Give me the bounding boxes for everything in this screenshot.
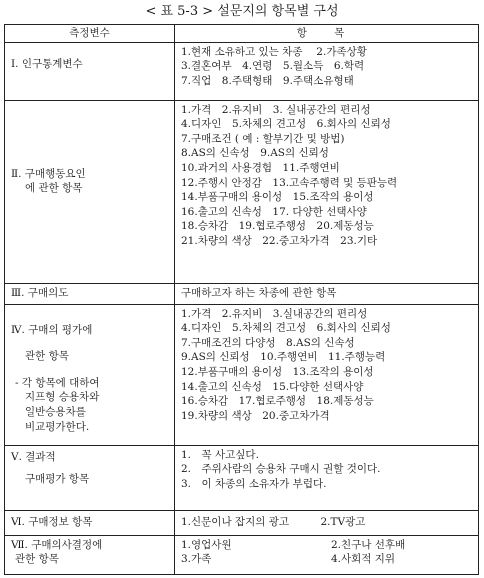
row-category xyxy=(5,445,175,510)
category-line: Ⅲ. 구매의도 xyxy=(11,286,69,299)
item-line: 10.과거의 사용경험 11.주행연비 xyxy=(181,161,340,174)
table-row xyxy=(5,535,479,574)
item-line: 7.구매조건 ( 예 : 할부기간 및 방법) xyxy=(181,132,345,145)
row-category xyxy=(5,283,175,304)
row-category xyxy=(5,42,175,100)
item-line: 7.구매조건의 다양성 8.AS의 신속성 xyxy=(181,336,355,349)
table-caption: < 표 5-3 > 설문지의 항목별 구성 xyxy=(145,4,339,19)
table-header-row xyxy=(5,25,479,43)
item-line: 1. 꼭 사고싶다. xyxy=(181,448,259,461)
table-row xyxy=(5,100,479,283)
item-cell: 2.친구나 선후배 xyxy=(331,538,406,551)
table-row xyxy=(5,304,479,445)
item-line: 12.부품구매의 용이성 13.조작의 용이성 xyxy=(181,365,374,378)
header-measurement-variable: 측정변수 xyxy=(5,25,175,43)
item-line: 8.AS의 신속성 9.AS의 신뢰성 xyxy=(181,147,329,160)
item-line: 3.결혼여부 4.연령 5.월소득 6.학력 xyxy=(181,60,365,73)
category-line: 일반승용차를 xyxy=(25,405,86,418)
item-line: 18.승차감 19.협로주행성 20.제동성능 xyxy=(181,220,374,233)
row-category xyxy=(5,510,175,535)
row-items xyxy=(175,445,479,510)
item-line: 1.현재 소유하고 있는 차종 2.가족상황 xyxy=(181,45,367,58)
row-items xyxy=(175,510,479,535)
item-line: 1.신문이나 잡지의 광고 2.TV광고 xyxy=(181,516,366,529)
category-line: Ⅱ. 구매행동요인 xyxy=(11,167,86,180)
item-line: 19.차량의 색상 20.중고차가격 xyxy=(181,409,330,422)
category-line: Ⅴ. 결과적 xyxy=(11,450,56,463)
item-pair-grid xyxy=(181,538,472,567)
item-line: 구매하고자 하는 차종에 관한 항목 xyxy=(181,286,337,299)
table-row xyxy=(5,42,479,100)
category-line: Ⅳ. 구매의 평가에 xyxy=(11,323,93,336)
row-items xyxy=(175,283,479,304)
item-line: 1.가격 2.유지비 3. 실내공간의 편리성 xyxy=(181,103,371,116)
item-line: 14.부품구매의 용이성 15.조작의 용이성 xyxy=(181,191,374,204)
category-line: 비교평가한다. xyxy=(25,420,90,433)
item-line: 16.승차감 17.협로주행성 18.제동성능 xyxy=(181,395,374,408)
item-line: 14.출고의 신속성 15.다양한 선택사양 xyxy=(181,380,364,393)
item-cell: 3.가족 xyxy=(181,553,212,566)
table-row xyxy=(5,283,479,304)
item-cell: 4.사회적 지위 xyxy=(331,553,396,566)
category-line: - 각 항목에 대하여 xyxy=(15,376,100,389)
item-line: 4.디자인 5.차체의 견고성 6.회사의 신뢰성 xyxy=(181,118,391,131)
row-category xyxy=(5,535,175,574)
header-items: 항 목 xyxy=(175,25,479,43)
row-items xyxy=(175,100,479,283)
item-cell: 1.영업사원 xyxy=(181,538,232,551)
item-line: 16.출고의 신속성 17. 다양한 선택사양 xyxy=(181,205,367,218)
item-line: 3. 이 차종의 소유자가 부럽다. xyxy=(181,477,327,490)
category-line: 에 관한 항목 xyxy=(25,182,83,195)
item-line: 1.가격 2.유지비 3.실내공간의 편리성 xyxy=(181,307,368,320)
row-items xyxy=(175,304,479,445)
row-category xyxy=(5,304,175,445)
category-line: 관한 항목 xyxy=(25,350,69,363)
category-line: 구매평가 항목 xyxy=(25,473,90,486)
category-line: Ⅰ. 인구통계변수 xyxy=(11,57,83,70)
category-line: Ⅶ. 구매의사결정에 xyxy=(11,538,103,551)
category-line: 관한 항목 xyxy=(15,553,59,566)
item-line: 9.AS의 신뢰성 10.주행연비 11.주행능력 xyxy=(181,351,386,364)
category-line: Ⅵ. 구매정보 항목 xyxy=(11,516,93,529)
item-line: 2. 주위사람의 승용차 구매시 권할 것이다. xyxy=(181,463,381,476)
row-category xyxy=(5,100,175,283)
category-line: 지프형 승용차와 xyxy=(25,391,100,404)
item-line: 12.주행시 안정감 13.고속주행력 및 등판능력 xyxy=(181,176,398,189)
row-items xyxy=(175,42,479,100)
row-items xyxy=(175,535,479,574)
item-line: 21.차량의 색상 22.중고차가격 23.기타 xyxy=(181,234,378,247)
item-line: 7.직업 8.주택형태 9.주택소유형태 xyxy=(181,74,354,87)
table-row xyxy=(5,445,479,510)
item-line: 4.디자인 5.차체의 견고성 6.회사의 신뢰성 xyxy=(181,322,391,335)
table-row xyxy=(5,510,479,535)
survey-structure-table xyxy=(4,24,479,575)
